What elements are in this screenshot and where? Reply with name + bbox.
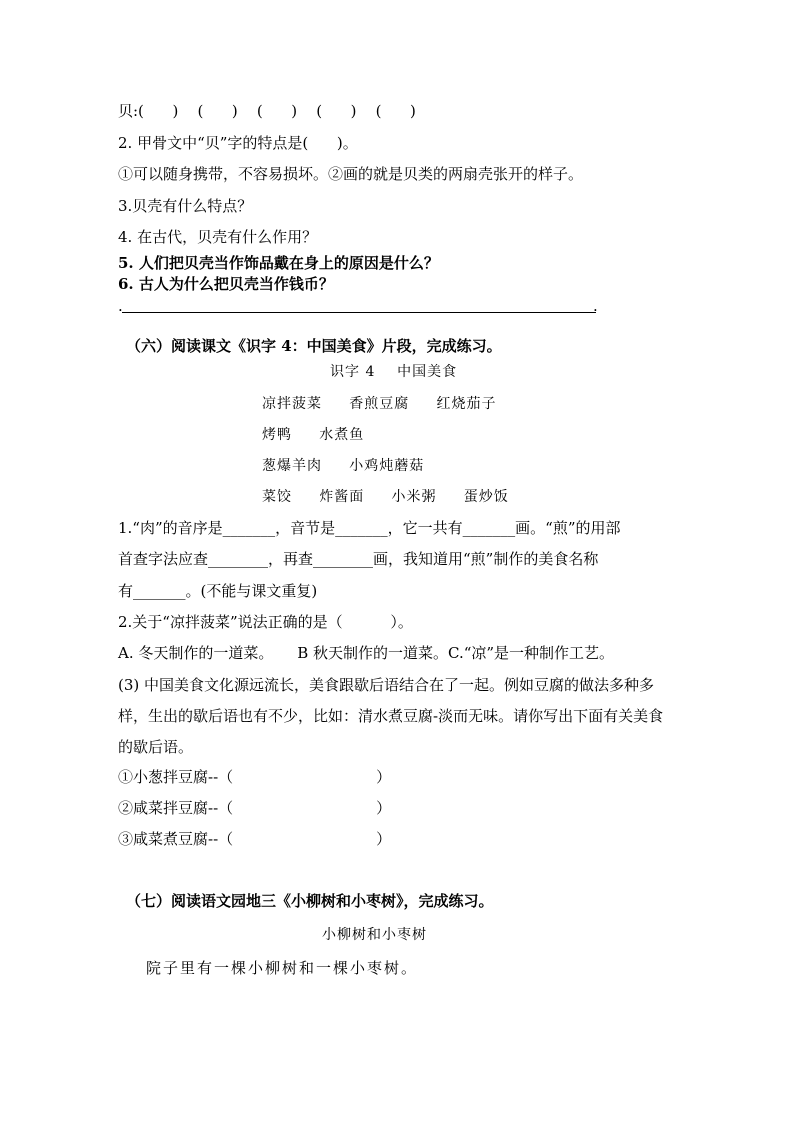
question-1-line-2: 首查字法应查________，再查________画，我知道用“煎”制作的美食名称 xyxy=(118,550,599,568)
saying-3: ③咸菜煮豆腐--（ ） xyxy=(118,830,392,848)
question-6: 6. 古人为什么把贝壳当作钱币？ xyxy=(118,275,334,293)
section-6-heading: （六）阅读课文《识字 4：中国美食》片段，完成练习。 xyxy=(126,337,502,355)
saying-2: ②咸菜拌豆腐--（ ） xyxy=(118,799,392,817)
food-row-4: 菜饺 炸酱面 小米粥 蛋炒饭 xyxy=(262,489,509,505)
question-5: 5. 人们把贝壳当作饰品戴在身上的原因是什么？ xyxy=(118,254,439,272)
answer-underline xyxy=(122,312,596,313)
answer-line-end-dot: . xyxy=(593,297,598,315)
question-3-line-3: 的歇后语。 xyxy=(118,738,194,756)
question-3: 3.贝壳有什么特点？ xyxy=(118,197,253,215)
bei-answer-line: 贝:( ) ( ) ( ) ( ) ( ) xyxy=(118,102,416,120)
question-2-mcq-options: A. 冬天制作的一道菜。 B 秋天制作的一道菜。C.“凉”是一种制作工艺。 xyxy=(118,644,615,662)
section-7-first-line: 院子里有一棵小柳树和一棵小枣树。 xyxy=(146,959,419,977)
food-row-2: 烤鸭 水煮鱼 xyxy=(262,427,365,443)
section-7-heading: （七）阅读语文园地三《小柳树和小枣树》，完成练习。 xyxy=(126,892,494,910)
section-7-text-title: 小柳树和小枣树 xyxy=(322,927,427,943)
question-3-line-2: 样，生出的歇后语也有不少，比如：清水煮豆腐-淡而无味。请你写出下面有关美食 xyxy=(118,707,664,725)
saying-1: ①小葱拌豆腐--（ ） xyxy=(118,768,392,786)
food-row-3: 葱爆羊肉 小鸡炖蘑菇 xyxy=(262,458,425,474)
question-2: 2. 甲骨文中“贝”字的特点是( )。 xyxy=(118,134,358,152)
question-2-mcq: 2.关于“凉拌菠菜”说法正确的是（ ）。 xyxy=(118,613,413,631)
food-row-1: 凉拌菠菜 香煎豆腐 红烧茄子 xyxy=(262,396,497,412)
question-3-line-1: (3) 中国美食文化源远流长，美食跟歇后语结合在了一起。例如豆腐的做法多种多 xyxy=(118,676,655,694)
question-1-line-3: 有_______。(不能与课文重复) xyxy=(118,582,318,600)
question-4: 4. 在古代，贝壳有什么作用？ xyxy=(118,228,318,246)
question-2-options: ①可以随身携带，不容易损坏。②画的就是贝类的两扇壳张开的样子。 xyxy=(118,165,584,183)
answer-line-start-dot: . xyxy=(118,297,123,315)
section-6-text-title: 识字 4 中国美食 xyxy=(330,364,458,380)
question-1-line-1: 1.“肉”的音序是_______，音节是_______，它一共有_______画。“煎”的用部 xyxy=(118,519,621,537)
